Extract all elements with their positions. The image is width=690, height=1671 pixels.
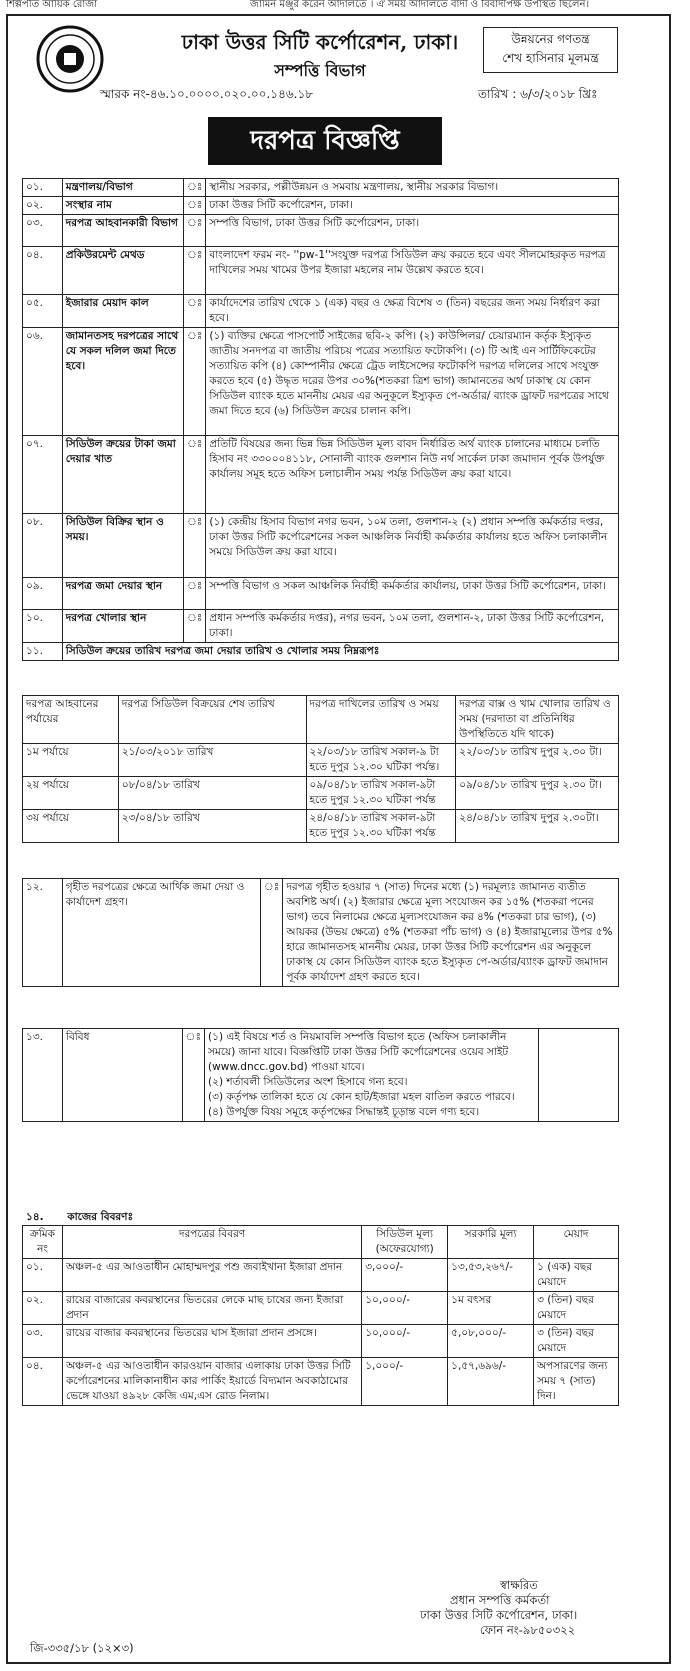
item-label: দরপত্র খোলার স্থান: [62, 610, 183, 643]
item-value: প্রধান সম্পত্তি কর্মকর্তার দপ্তর), নগর ভবন, ১০ম তলা, গুলশান-২, ঢাকা উত্তর সিটি কর্পোরেশন, ঢাকা।: [206, 610, 619, 643]
item13-no: ১৩.: [23, 1029, 63, 1122]
schedule-cell: ২৩/০৪/১৮ তারিখ: [118, 810, 306, 843]
schedule-row: [23, 810, 619, 843]
item-row: [23, 295, 619, 328]
item-no: ০৭.: [23, 436, 63, 514]
work-row: [23, 1292, 619, 1325]
item-row: [23, 578, 619, 610]
item11-no: ১১.: [23, 643, 63, 661]
item-sep: ঃ: [183, 610, 205, 643]
item-row: [23, 514, 619, 578]
item-label: মন্ত্রণালয়/বিভাগ: [62, 179, 183, 197]
work-cell: ০২.: [23, 1292, 63, 1325]
sig-line2: প্রধান সম্পত্তি কর্মকর্তা: [450, 1593, 550, 1607]
schedule-cell: ২৪/০৪/১৮ তারিখ সকাল-৯টা হতে দুপুর ১২.৩০ ঘটিকা পর্যন্ত: [306, 810, 456, 843]
item-value: সম্পত্তি বিভাগ, ঢাকা উত্তর সিটি কর্পোরেশন, ঢাকা।: [206, 215, 619, 247]
work-cell: অঞ্চল-৫ এর আওতাধীন কারওয়ান বাজার এলাকায় ঢাকা উত্তর সিটি কর্পোরেশনের মালিকানাধীন কার পার্কিং ইয়ার্ডে বিদ্যমান অবকাঠামোর ভেঙ্গে যাওয়া ৪৯২৮ কেজি এম,এস রোড নিলাম।: [62, 1358, 361, 1406]
work-cell: ১০,০০০/-: [362, 1325, 448, 1358]
item-row: [23, 328, 619, 436]
memo-number: স্মারক নং-৪৬.১০.০০০০.০২০.০০.১৪৬.১৮: [100, 87, 314, 101]
work-cell: অঞ্চল-৫ এর আওতাধীন মোহাম্মদপুর পশু জবাইখানা ইজারা প্রদান: [62, 1259, 361, 1292]
footer-code: জি-৩৩৫/১৮ (১২×৩): [30, 1641, 134, 1655]
item12-row: [23, 879, 619, 987]
schedule-cell: ২২/০৩/১৮ তারিখ দুপুর ২.৩০ টা।: [456, 744, 619, 777]
item-value: স্থানীয় সরকার, পল্লীউন্নয়ন ও সমবায় মন্ত্রণালয়, স্থানীয় সরকার বিভাগ।: [206, 179, 619, 197]
notice-title: দরপত্র বিজ্ঞপ্তি: [208, 117, 442, 165]
work-header-row: [23, 1226, 619, 1259]
item13-table: [22, 1028, 619, 1122]
work-cell: ৫,০৮,০০০/-: [448, 1325, 534, 1358]
schedule-row: [23, 744, 619, 777]
item-no: ০৫.: [23, 295, 63, 328]
schedule-col-header: দরপত্র দাখিলের তারিখ ও সময়: [306, 696, 456, 744]
details-table: [22, 178, 619, 661]
schedule-cell: ২য় পর্যায়ে: [23, 777, 119, 810]
item13-line: (৩) কর্তৃপক্ষ তালিকা হতে যে কোন হাট/ইজারা মহল বাতিল করতে পারবে।: [208, 1091, 515, 1103]
item12-no: ১২.: [23, 879, 63, 987]
item-no: ০৩.: [23, 215, 63, 247]
work-cell: রায়ের বাজারের কবরস্থানের ভিতরের লেকে মাছ চাষের জন্য ইজারা প্রদান: [62, 1292, 361, 1325]
item-no: ১০.: [23, 610, 63, 643]
item13-line: (১) এই বিষয়ে শর্ত ও নিয়মাবলি সম্পত্তি বিভাগ হতে (অফিস চলাকালীন সময়ে) জানা যাবে। বিজ্ঞপ্তিটি ঢাকা উত্তর সিটি কর্পোরেশনের ওয়েব সাইট (www.dncc.gov.bd) পাওয়া যাবে।: [208, 1031, 509, 1073]
work-cell: ৩ (তিন) বছর মেয়াদে: [534, 1325, 619, 1358]
item-sep: ঃ: [183, 179, 205, 197]
item14-title: কাজের বিবরণঃ: [67, 1211, 134, 1223]
work-col-desc: দরপত্রের বিবরণ: [62, 1226, 361, 1259]
notice-date: তারিখ : ৬/৩/২০১৮ খ্রিঃ: [478, 87, 598, 101]
work-cell: ০১.: [23, 1259, 63, 1292]
item13-row: [23, 1029, 619, 1122]
item-row: [23, 215, 619, 247]
schedule-cell: ০৮/০৪/১৮ তারিখ: [118, 777, 306, 810]
item11-heading-row: [23, 643, 619, 661]
item-value: বাংলাদেশ ফরম নং- ''pw-1''সংযুক্ত দরপত্র সিডিউল ক্রয় করতে হবে এবং সীলমোহরকৃত দরপত্র দাখিলের সময় খামের উপর ইজারা মহলের নাম উল্লেখ করতে হবে।: [206, 247, 619, 295]
item-value: (১) কেন্দ্রীয় হিসাব বিভাগ নগর ভবন, ১০ম তলা, গুলশান-২ (২) প্রধান সম্পত্তি কর্মকর্তার দপ্তর, ঢাকা উত্তর সিটি কর্পোরেশনের সকল আঞ্চলিক নির্বাহী কর্মকর্তার কার্যালয় হতে অফিস চলাকালীন সময়ে সিডিউল ক্রয় করা যাবে।: [206, 514, 619, 578]
item12-label: গৃহীত দরপত্রের ক্ষেত্রে আর্থিক জমা দেয়া ও কার্যাদেশ গ্রহণ।: [62, 879, 260, 987]
clipped-top-text: [0, 0, 690, 13]
item-row: [23, 610, 619, 643]
work-cell: ১ (এক) বছর মেয়াদে: [534, 1259, 619, 1292]
work-cell: ৩,০০০/-: [362, 1259, 448, 1292]
work-col-duration: মেয়াদ: [534, 1226, 619, 1259]
item-sep: ঃ: [183, 436, 205, 514]
item-row: [23, 436, 619, 514]
work-cell: ১,০০০/-: [362, 1358, 448, 1406]
item-sep: ঃ: [183, 215, 205, 247]
top-clip-right: জামিন মঞ্জুর করেন আদালতে । ঐ সময় আদালতে বাদী ও বিবাদীপক্ষ উপস্থিত ছিলেন।: [250, 0, 590, 10]
dncc-logo-icon: [36, 25, 104, 93]
item-sep: ঃ: [183, 578, 205, 610]
work-cell: ১৩,৫৩,২৬৭/-: [448, 1259, 534, 1292]
work-col-serial: ক্রমিক নং: [23, 1226, 63, 1259]
item13-label: বিবিধ: [62, 1029, 182, 1122]
schedule-col-header: দরপত্র সিডিউল বিক্রয়ের শেষ তারিখ: [118, 696, 306, 744]
work-row: [23, 1259, 619, 1292]
item-row: [23, 179, 619, 197]
item13-line: (৪) উপর্যুক্ত বিষয় সমূহে কর্তৃপক্ষের সিদ্ধান্তই চূড়ান্ত বলে গণ্য হবে।: [208, 1106, 480, 1118]
org-name: ঢাকা উত্তর সিটি কর্পোরেশন, ঢাকা।: [181, 30, 459, 54]
top-clip-left: শিল্পপতি আয়িক রোজা: [6, 0, 98, 10]
item13-lines: [205, 1029, 539, 1122]
schedule-col-header: দরপত্র বাক্স ও খাম খোলার তারিখ ও সময় (দরদাতা বা প্রতিনিধির উপস্থিতিতে যদি থাকে): [456, 696, 619, 744]
item13-empty-cell: [539, 1029, 619, 1122]
item-value: (১) ব্যক্তির ক্ষেত্রে পাসপোর্ট সাইজের ছবি-২ কপি। (২) কাউন্সিলর/ চেয়ারম্যান কর্তৃক ইস্যুকৃত জাতীয় সনদপত্র বা জাতীয় পরিচয় পত্রের সত্যায়িত ফটোকপি। (৩) টি আই এন সার্টিফিকেটের সত্যায়িত কপি (৪) কোম্পানীর ক্ষেত্রে ট্রেড লাইসেন্সের ফটোকপি দরপত্র দলিলের সাথে সংযুক্ত করতে হবে (৫) উদ্ধৃত দরের উপর ৩০%(শতকরা ত্রিশ ভাগ) জামানতের অর্থ ঢাকাস্থ যে কোন সিডিউল ব্যাংক হতে মাননীয় মেয়র এর অনুকূলে ইস্যুকৃত পে-অর্ডার/ ব্যাংক ড্রাফট দরপত্রের সাথে জমা দিতে হবে (৬) সিডিউল ক্রয়ের চালান কপি।: [206, 328, 619, 436]
item-label: সিডিউল বিক্রির স্থান ও সময়।: [62, 514, 183, 578]
item-sep: ঃ: [183, 247, 205, 295]
schedule-cell: ৩য় পর্যায়ে: [23, 810, 119, 843]
item12-table: [22, 878, 619, 987]
item13-line: (২) শর্তাবলী সিডিউলের অংশ হিসাবে গন্য হবে।: [208, 1076, 408, 1088]
item-row: [23, 197, 619, 215]
schedule-col-header: দরপত্র আহবানের পর্যায়ের: [23, 696, 119, 744]
item-no: ০১.: [23, 179, 63, 197]
schedule-cell: ২২/০৩/১৮ তারিখ সকাল-৯ টা হতে দুপুর ১২.৩০ ঘটিকা পর্যন্ত।: [306, 744, 456, 777]
item-sep: ঃ: [183, 328, 205, 436]
work-col-govprice: সরকারি মূল্য: [448, 1226, 534, 1259]
slogan-box: [483, 27, 618, 73]
item-sep: ঃ: [183, 514, 205, 578]
item-label: দরপত্র আহবানকারী বিভাগ: [62, 215, 183, 247]
signature-block: [420, 1578, 620, 1638]
item-label: সংস্থার নাম: [62, 197, 183, 215]
work-cell: রায়ের বাজার কবরস্থানের ভিতরের ঘাস ইজারা প্রদান প্রসঙ্গে।: [62, 1325, 361, 1358]
item-label: ইজারার মেয়াদ কাল: [62, 295, 183, 328]
item12-value: দরপত্র গৃহীত হওয়ার ৭ (সাত) দিনের মধ্যে (১) দরমূল্যঃ জামানত ব্যতীত অবশিষ্ট অর্থ। (২) ইজারার ক্ষেত্রে মূল্য সংযোজন কর ১৫% (শতকরা পনের ভাগ) তবে নিলামের ক্ষেত্রে মূল্যসংযোজন কর ৪% (শতকরা চার ভাগ), (৩) আয়কর (উভয় ক্ষেত্রে) ৫% (শতকরা পাঁচ ভাগ) ও (৪) ইজারামূল্যের উপর ৫% হারে জামানতসহ মাননীয় মেয়র, ঢাকা উত্তর সিটি কর্পোরেশন এর অনুকূলে ঢাকাস্থ যে কোন সিডিউল ব্যাংক হতে ইস্যুকৃত পে-অর্ডার/ব্যাংক ড্রাফট জমাদান পূর্বক কার্যাদেশ গ্রহণ করতে হবে।: [283, 879, 619, 987]
slogan-line2: শেখ হাসিনার মূলমন্ত্র: [502, 51, 599, 65]
schedule-header-row: [23, 696, 619, 744]
item-value: ঢাকা উত্তর সিটি কর্পোরেশন, ঢাকা।: [206, 197, 619, 215]
item-no: ০২.: [23, 197, 63, 215]
schedule-cell: ১ম পর্যায়ে: [23, 744, 119, 777]
schedule-row: [23, 777, 619, 810]
item-label: প্রকিউরমেন্ট মেথড: [62, 247, 183, 295]
item14-no: ১৪.: [26, 1211, 44, 1223]
department-name: সম্পত্তি বিভাগ: [274, 61, 366, 80]
schedule-cell: ০৯/০৪/১৮ তারিখ সকাল-৯টা হতে দুপুর ১২.৩০ ঘটিকা পর্যন্ত: [306, 777, 456, 810]
item-no: ০৮.: [23, 514, 63, 578]
work-cell: ০৪.: [23, 1358, 63, 1406]
item-no: ০৯.: [23, 578, 63, 610]
item-row: [23, 247, 619, 295]
work-table: [22, 1225, 619, 1406]
work-row: [23, 1325, 619, 1358]
sig-line1: স্বাক্ষরিত: [500, 1578, 538, 1592]
item12-sep: ঃ: [260, 879, 282, 987]
item-no: ০৪.: [23, 247, 63, 295]
work-cell: ১ম বৎসর: [448, 1292, 534, 1325]
work-cell: ৩ (তিন) বছর মেয়াদে: [534, 1292, 619, 1325]
item-value: প্রতিটি বিষয়ের জন্য ভিন্ন ভিন্ন সিডিউল মূল্য বাবদ নির্ধারিত অর্থ ব্যাংক চালানের মাধ্যমে চলতি হিসাব নং ৩৩০০০৪১১৮, সোনালী ব্যাংক গুলশান নিউ নর্থ সার্কেল ঢাকা জমাদান পূর্বক উপর্যুক্ত কার্যালয় সমূহ হতে অফিস চলাচালীন সময় পর্যন্ত সিডিউল ক্রয় করা যাবে।: [206, 436, 619, 514]
work-cell: ১,৫৭,৬৯৬/-: [448, 1358, 534, 1406]
item13-sep: ঃ: [182, 1029, 204, 1122]
item-label: জামানতসহ দরপত্রের সাথে যে সকল দলিল জমা দিতে হবে।: [62, 328, 183, 436]
item11-heading: সিডিউল ক্রয়ের তারিখ দরপত্র জমা দেয়ার তারিখ ও খোলার সময় নিম্নরূপঃ: [62, 643, 618, 661]
item-value: সম্পত্তি বিভাগ ও সকল আঞ্চলিক নির্বাহী কর্মকর্তার কার্যালয়, ঢাকা উত্তর সিটি কর্পোরেশন, ঢাকা।: [206, 578, 619, 610]
item-value: কার্যাদেশের তারিখ থেকে ১ (এক) বছর ও ক্ষেত্র বিশেষ ৩ (তিন) বছরের জন্য সময় নির্ধারণ করা হবে।: [206, 295, 619, 328]
work-row: [23, 1358, 619, 1406]
sig-line4: ফোন নং-৯৮৫০৩২২: [480, 1623, 576, 1637]
item-label: দরপত্র জমা দেয়ার স্থান: [62, 578, 183, 610]
schedule-cell: ২১/০৩/২০১৮ তারিখ: [118, 744, 306, 777]
sig-line3: ঢাকা উত্তর সিটি কর্পোরেশন, ঢাকা।: [420, 1608, 578, 1622]
item-no: ০৬.: [23, 328, 63, 436]
work-cell: অপসারণের জন্য সময় ৭ (সাত) দিন।: [534, 1358, 619, 1406]
slogan-line1: উন্নয়নের গণতন্ত্র: [511, 32, 590, 46]
work-cell: ০৩.: [23, 1325, 63, 1358]
work-col-schedule: সিডিউল মূল্য (অফেরযোগ্য): [362, 1226, 448, 1259]
work-cell: ১০,০০০/-: [362, 1292, 448, 1325]
schedule-table: [22, 695, 619, 843]
item-sep: ঃ: [183, 197, 205, 215]
schedule-cell: ২৪/০৪/১৮ তারিখ দুপুর ২.৩০টা।: [456, 810, 619, 843]
item-label: সিডিউল ক্রয়ের টাকা জমা দেয়ার খাত: [62, 436, 183, 514]
item-sep: ঃ: [183, 295, 205, 328]
schedule-cell: ০৯/০৪/১৮ তারিখ দুপুর ২.৩০ টা।: [456, 777, 619, 810]
